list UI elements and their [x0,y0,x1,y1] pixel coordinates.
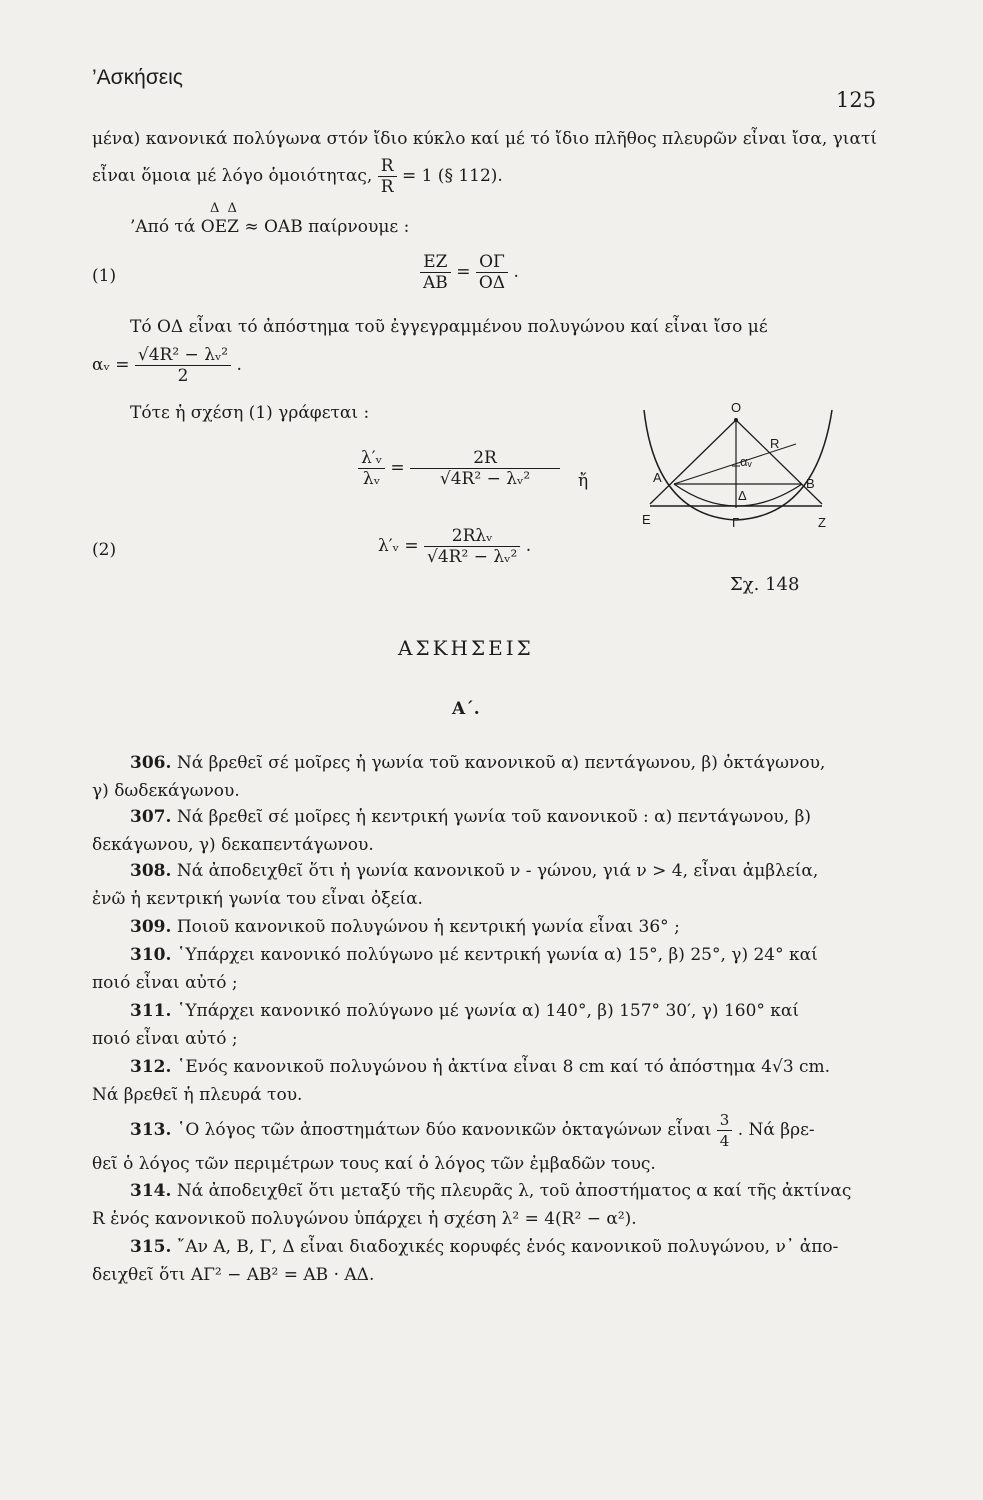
fig-label-Delta: Δ [738,488,747,503]
exercise-text: Νά ἀποδειχθεῖ ὅτι μεταξύ τῆς πλευρᾶς λ, τοῦ ἀποστήματος α καί τῆς ἀκτίνας [176,1181,852,1201]
triangle-marks: Δ Δ [210,201,239,216]
exercise-313 [92,1110,815,1175]
exercise-text-cont: δεκάγωνου, γ) δεκαπεντάγωνου. [92,835,374,855]
intro-line-2-tail: = 1 (§ 112). [401,166,503,186]
eq2-fraction [424,526,520,567]
intro-line-1: μένα) κανονικά πολύγωνα στόν ἴδιο κύκλο καί μέ τό ἴδιο πλῆθος πλευρῶν εἶναι ἴσα, γιατί [92,129,878,149]
exercise-number: 315. [130,1237,172,1257]
fig-label-R: R [770,436,780,451]
ratio-den: R [380,177,394,197]
fig-label-B: B [806,476,815,491]
exercise-306 [92,752,825,802]
eqm-left-num: λ′ᵥ [358,448,385,469]
fig-label-O: O [731,400,742,415]
apothem-lhs: αᵥ = [92,355,130,375]
eq1-equals: = [456,262,471,282]
running-header: ’Ασκήσεις [92,66,183,89]
exercise-text: ῎Αν A, B, Γ, Δ εἶναι διαδοχικές κορυφές ἑνός κανονικοῦ πολυγώνου, ν᾽ ἀπο- [176,1237,839,1257]
exercise-310 [92,944,818,994]
exercise-number: 309. [130,917,172,937]
exercise-315 [92,1236,838,1286]
section-title: ΑΣΚΗΣΕΙΣ [398,636,534,660]
eq2-label: (2) [92,540,117,560]
exercise-number: 312. [130,1057,172,1077]
apothem-fraction [135,345,231,386]
exercise-text: ῾Ο λόγος τῶν ἀποστημάτων δύο κανονικῶν ὀκταγώνων εἶναι [176,1120,712,1140]
figure-caption: Σχ. 148 [730,574,800,595]
fig-label-alpha: αᵥ [740,454,752,469]
line-OE [650,420,736,504]
exercise-text: Νά βρεθεῖ σέ μοῖρες ἡ γωνία τοῦ κανονικοῦ α) πεντάγωνου, β) ὀκτάγωνου, [176,753,826,773]
ratio-3-4-num: 3 [717,1110,733,1131]
exercise-307 [92,806,811,856]
equation-2 [378,526,531,567]
intro-line-2 [92,156,503,197]
apothem-formula [92,345,242,386]
circle-arc [644,410,832,520]
exercise-314 [92,1180,851,1230]
exercise-number: 306. [130,753,172,773]
fig-label-A: A [653,470,662,485]
exercise-text: Νά βρεθεῖ σέ μοῖρες ἡ κεντρική γωνία τοῦ κανονικοῦ : α) πεντάγωνου, β) [176,807,812,827]
exercise-number: 311. [130,1001,172,1021]
exercise-text: ῾Ενός κανονικοῦ πολυγώνου ἡ ἀκτίνα εἶναι 8 cm καί τό ἀπόστημα 4√3 cm. [176,1057,831,1077]
eq2-den: √4R² − λᵥ² [427,547,518,567]
eq1-left-den: AB [423,273,448,293]
exercise-text-cont: θεῖ ὁ λόγος τῶν περιμέτρων τους καί ὁ λόγος τῶν ἐμβαδῶν τους. [92,1154,656,1174]
eq2-num: 2Rλᵥ [424,526,520,547]
exercise-text: ῾Υπάρχει κανονικό πολύγωνο μέ κεντρική γωνία α) 15°, β) 25°, γ) 24° καί [176,945,818,965]
eq1-right-fraction [476,252,508,293]
apothem-period: . [236,355,242,375]
ratio-3-4 [717,1110,733,1151]
eq1-label: (1) [92,266,117,286]
fig-label-Z: Z [818,515,826,530]
eqm-equals: = [390,458,405,478]
fig-label-Gamma: Γ [732,515,740,530]
eq1-right-num: OΓ [476,252,508,273]
apothem-num: √4R² − λᵥ² [135,345,231,366]
eq1-right-den: OΔ [478,273,506,293]
exercise-308 [92,860,818,910]
exercise-309 [92,916,680,938]
exercise-text-cont: R ἑνός κανονικοῦ πολυγώνου ὑπάρχει ἡ σχέση λ² = 4(R² − α²). [92,1209,637,1229]
eq2-lhs: λ′ᵥ = [378,536,419,556]
or-word: ἤ [578,471,589,491]
then-text: Τότε ἡ σχέση (1) γράφεται : [130,403,370,423]
exercise-text-cont: δειχθεῖ ὅτι AΓ² − AB² = AB · AΔ. [92,1265,375,1285]
apothem-text: Τό OΔ εἶναι τό ἀπόστημα τοῦ ἐγγεγραμμένου πολυγώνου καί εἶναι ἴσο μέ [130,317,768,337]
section-sub: Α΄. [452,699,480,719]
eq1-left-fraction [420,252,451,293]
equation-1 [420,252,519,293]
apothem-den: 2 [177,366,189,386]
eqm-left-fraction [358,448,385,489]
exercise-text-cont: ποιό εἶναι αὐτό ; [92,1029,238,1049]
ratio-3-4-den: 4 [719,1132,730,1150]
eqm-right-den: √4R² − λᵥ² [439,469,531,489]
intro-line-2-text: εἶναι ὅμοια μέ λόγο ὁμοιότητας, [92,166,373,186]
exercise-number: 307. [130,807,172,827]
exercise-text-cont: Νά βρεθεῖ ἡ πλευρά του. [92,1085,303,1105]
exercise-number: 313. [130,1120,172,1140]
exercise-number: 308. [130,861,172,881]
equation-mid [358,448,560,489]
exercise-text-tail: . Νά βρε- [737,1120,815,1140]
exercise-311 [92,1000,799,1050]
eqm-right-num: 2R [410,448,560,469]
exercise-text-cont: ποιό εἶναι αὐτό ; [92,973,238,993]
intro-line-3: ’Από τά OEZ ≈ OAB παίρνουμε : [130,217,410,237]
eq1-left-num: EZ [420,252,451,273]
exercise-text-cont: γ) δωδεκάγωνου. [92,781,240,801]
ratio-fraction [378,156,397,197]
page-number: 125 [836,88,877,112]
eqm-right-fraction [410,448,560,489]
point-O [734,418,738,422]
eq1-period: . [513,262,519,282]
exercise-number: 310. [130,945,172,965]
exercise-text: Νά ἀποδειχθεῖ ὅτι ἡ γωνία κανονικοῦ ν - γώνου, γιά ν > 4, εἶναι ἀμβλεία, [176,861,819,881]
exercise-text: Ποιοῦ κανονικοῦ πολυγώνου ἡ κεντρική γωνία εἶναι 36° ; [176,917,680,937]
eqm-left-den: λᵥ [362,469,381,489]
ratio-num: R [378,156,397,177]
exercise-number: 314. [130,1181,172,1201]
exercise-312 [92,1056,830,1106]
exercise-text: ῾Υπάρχει κανονικό πολύγωνο μέ γωνία α) 140°, β) 157° 30′, γ) 160° καί [176,1001,800,1021]
exercise-text-cont: ἐνῶ ἡ κεντρική γωνία του εἶναι ὀξεία. [92,889,423,909]
fig-label-E: E [642,512,651,527]
eq2-period: . [525,536,532,556]
